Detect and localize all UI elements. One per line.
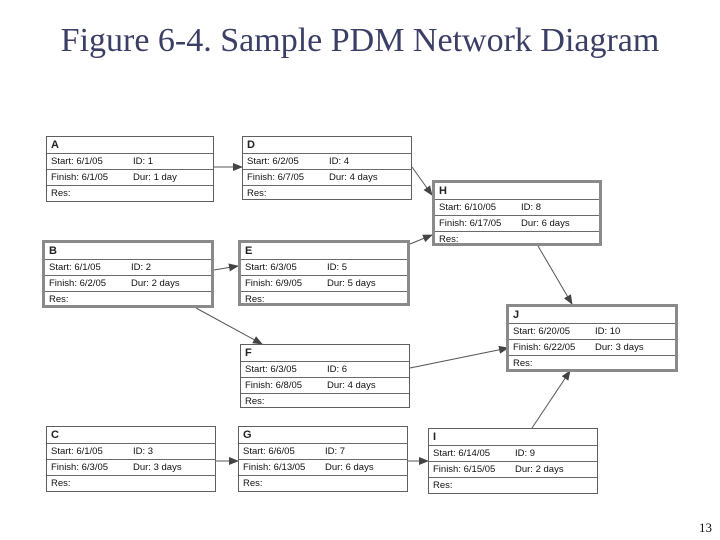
page-number: 13	[699, 520, 712, 535]
node-id: ID: 2	[131, 262, 152, 273]
node-resources: Res:	[439, 234, 459, 245]
activity-node-j	[506, 304, 678, 372]
activity-node-g	[238, 426, 408, 492]
arrow-e-h	[410, 235, 432, 244]
node-duration: Dur: 2 days	[515, 464, 564, 475]
arrow-f-j	[410, 348, 508, 368]
node-resources: Res:	[49, 294, 69, 305]
node-finish: Finish: 6/13/05	[243, 462, 306, 473]
node-title: G	[239, 427, 407, 444]
node-resources: Res:	[245, 396, 265, 407]
node-id: ID: 6	[327, 364, 348, 375]
node-title: B	[45, 243, 211, 260]
node-start: Start: 6/14/05	[433, 448, 491, 459]
arrow-i-j	[532, 371, 570, 428]
node-start: Start: 6/20/05	[513, 326, 571, 337]
node-duration: Dur: 4 days	[329, 172, 378, 183]
node-duration: Dur: 5 days	[327, 278, 376, 289]
node-finish: Finish: 6/3/05	[51, 462, 109, 473]
node-finish: Finish: 6/15/05	[433, 464, 496, 475]
node-title: E	[241, 243, 407, 260]
activity-node-b	[42, 240, 214, 308]
node-title: J	[509, 307, 675, 324]
node-finish: Finish: 6/9/05	[245, 278, 303, 289]
node-duration: Dur: 6 days	[521, 218, 570, 229]
node-id: ID: 8	[521, 202, 542, 213]
node-title: A	[47, 137, 213, 154]
node-finish: Finish: 6/7/05	[247, 172, 305, 183]
node-duration: Dur: 6 days	[325, 462, 374, 473]
arrow-b-e	[214, 266, 238, 270]
node-start: Start: 6/2/05	[247, 156, 299, 167]
node-start: Start: 6/1/05	[51, 156, 103, 167]
node-finish: Finish: 6/22/05	[513, 342, 576, 353]
node-finish: Finish: 6/17/05	[439, 218, 502, 229]
node-title: I	[429, 429, 597, 446]
node-id: ID: 10	[595, 326, 621, 337]
node-resources: Res:	[243, 478, 263, 489]
node-start: Start: 6/6/05	[243, 446, 295, 457]
node-duration: Dur: 1 day	[133, 172, 177, 183]
node-title: H	[435, 183, 599, 200]
node-duration: Dur: 2 days	[131, 278, 180, 289]
node-duration: Dur: 4 days	[327, 380, 376, 391]
node-id: ID: 4	[329, 156, 350, 167]
node-id: ID: 1	[133, 156, 154, 167]
node-start: Start: 6/3/05	[245, 364, 297, 375]
activity-node-c	[46, 426, 216, 492]
node-title: C	[47, 427, 215, 444]
node-resources: Res:	[245, 294, 265, 305]
node-resources: Res:	[433, 480, 453, 491]
node-resources: Res:	[247, 188, 267, 199]
activity-node-h	[432, 180, 602, 246]
node-resources: Res:	[51, 478, 71, 489]
node-id: ID: 9	[515, 448, 536, 459]
arrow-d-h	[412, 167, 432, 195]
node-finish: Finish: 6/1/05	[51, 172, 109, 183]
node-id: ID: 3	[133, 446, 154, 457]
node-duration: Dur: 3 days	[595, 342, 644, 353]
node-duration: Dur: 3 days	[133, 462, 182, 473]
node-start: Start: 6/1/05	[49, 262, 101, 273]
node-title: D	[243, 137, 411, 154]
node-resources: Res:	[51, 188, 71, 199]
node-resources: Res:	[513, 358, 533, 369]
arrow-b-f	[196, 308, 262, 344]
node-id: ID: 5	[327, 262, 348, 273]
arrow-h-j	[538, 246, 572, 304]
activity-node-d	[242, 136, 412, 200]
node-start: Start: 6/1/05	[51, 446, 103, 457]
activity-node-a	[46, 136, 214, 202]
node-finish: Finish: 6/2/05	[49, 278, 107, 289]
activity-node-f	[240, 344, 410, 408]
node-finish: Finish: 6/8/05	[245, 380, 303, 391]
page-title: Figure 6-4. Sample PDM Network Diagram	[60, 22, 660, 59]
activity-node-i	[428, 428, 598, 494]
node-id: ID: 7	[325, 446, 346, 457]
activity-node-e	[238, 240, 410, 306]
node-start: Start: 6/10/05	[439, 202, 497, 213]
node-start: Start: 6/3/05	[245, 262, 297, 273]
node-title: F	[241, 345, 409, 362]
